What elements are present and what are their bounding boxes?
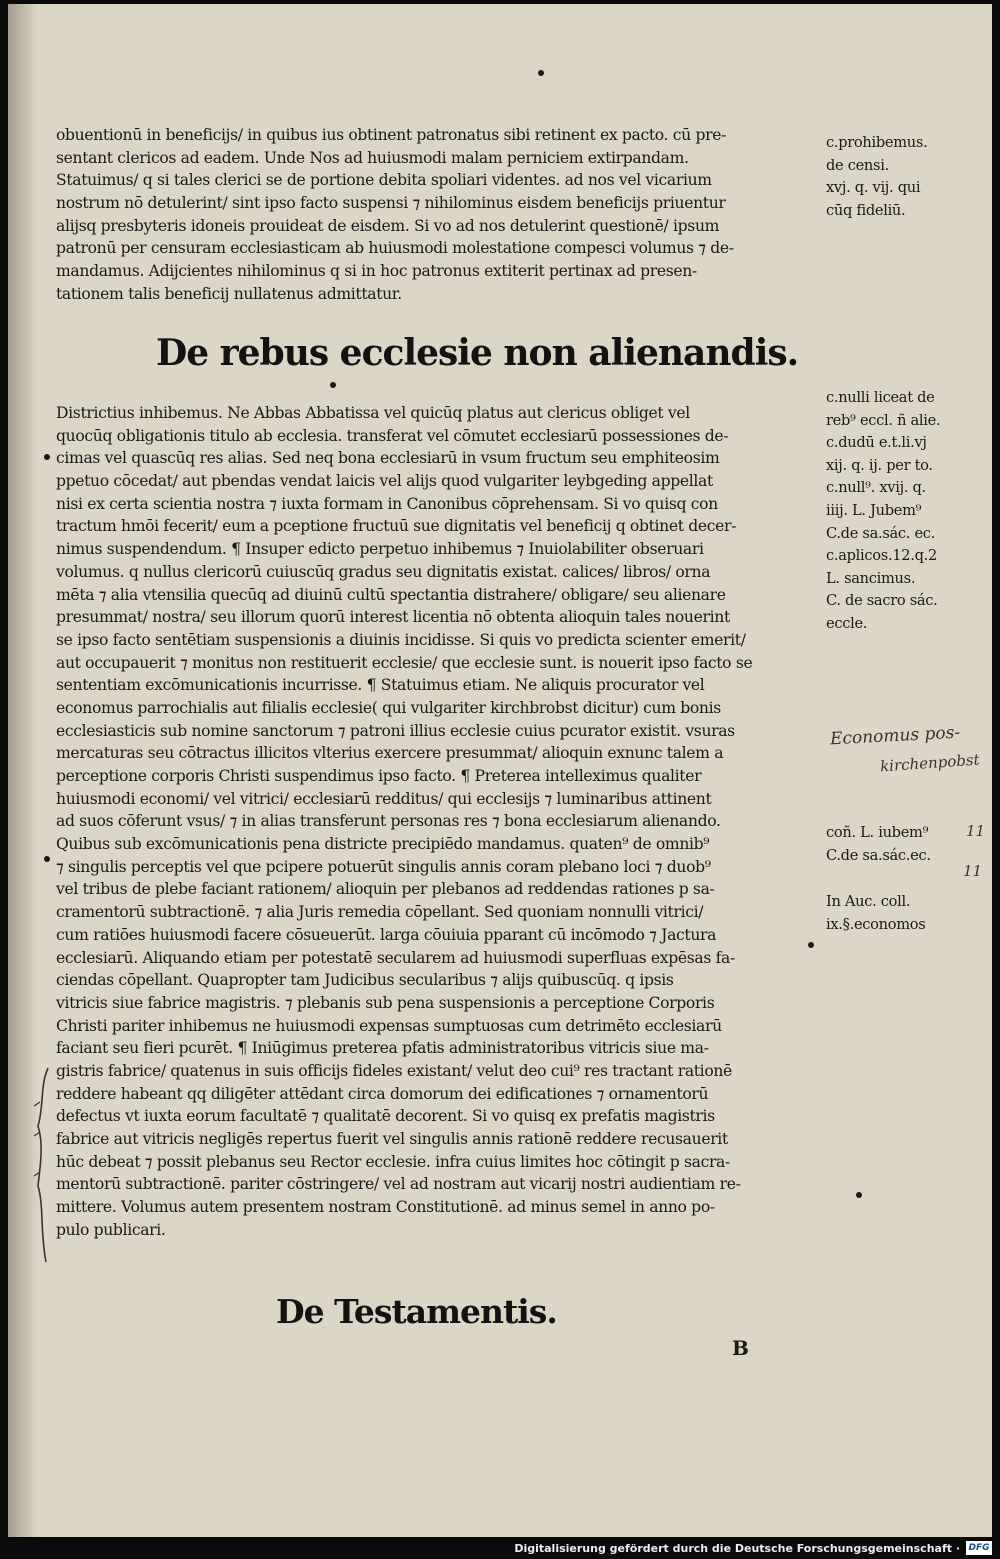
text-line: mēta ⁊ alia vtensilia quecūq ad diuinū cultū spectantia distrahere/ obligare/ seu alienare [56,585,726,604]
margin-line: c.dudū e.t.li.vj [826,434,927,452]
text-line: obuentionū in beneficijs/ in quibus ius obtinent patronatus sibi retinent ex pacto. cū pre- [56,126,726,144]
text-line: mandamus. Adijcientes nihilominus q si in hoc patronus extiterit pertinax ad presen- [56,262,697,281]
text-line: Districtius inhibemus. Ne Abbas Abbatissa vel quicūq platus aut clericus obliget vel [56,404,690,422]
text-line: mercaturas seu cōtractus illicitos vlterius exercere presummat/ alioquin exnunc talem a [56,744,724,763]
text-line: aut occupauerit ⁊ monitus non restituerit ecclesie/ que ecclesie sunt. is nouerit ipso facto se [56,653,753,672]
text-line: sentant clericos ad eadem. Unde Nos ad huiusmodi malam perniciem extirpandam. [56,148,689,167]
text-line: sententiam excōmunicationis incurrisse. ¶ Statuimus etiam. Ne aliquis procurator vel [56,676,705,695]
text-block-alienation [56,402,818,1241]
margin-line: c.aplicos.12.q.2 [826,547,937,565]
margin-line: C.de sa.sác. ec. [826,524,936,542]
text-line: pulo publicari. [56,1220,166,1239]
signature-mark: B [732,1336,749,1360]
text-line: ppetuo cōcedat/ aut pbendas vendat laicis vel alijs quod vulgariter leybgeding appellat [56,472,713,491]
text-line: patronū per censuram ecclesiasticam ab huiusmodi molestatione compesci volumus ⁊ de- [56,239,734,258]
margin-line: de censi. [826,156,889,174]
text-block-patronage [56,124,818,306]
ink-dot [538,70,544,76]
text-line: presummat/ nostra/ seu illorum quorū interest licentia nō obtenta alioquin tales nouerint [56,608,730,627]
handwritten-annotation: 11 [966,822,986,840]
margin-line: c.prohibemus. [826,134,928,151]
text-line: alijsq presbyteris idoneis prouideat de eisdem. Si vo ad nos detulerint questionē/ ipsum [56,216,720,235]
text-line: nisi ex certa scientia nostra ⁊ iuxta formam in Canonibus cōprehensam. Si vo quisq con [56,494,718,513]
text-line: ad suos cōferunt vsus/ ⁊ in alias transferunt personas res ⁊ bona ecclesiarum alienando. [56,812,721,831]
text-line: ciendas cōpellant. Quapropter tam Judicibus secularibus ⁊ alijs quibuscūq. q ipsis [56,971,674,990]
handwritten-bracket [28,1066,58,1266]
section-heading: De Testamentis. [276,1292,557,1331]
ink-dot [44,454,50,460]
margin-line: cūq fideliū. [826,201,906,219]
text-line: vel tribus de plebe faciant rationem/ alioquin per plebanos ad reddendas rationes p sa- [56,880,715,899]
ink-dot [44,856,50,862]
margin-line: L. sancimus. [826,569,916,587]
margin-line: ix.§.economos [826,915,926,933]
margin-note [826,891,984,936]
margin-line: eccle. [826,614,868,632]
text-line: mittere. Volumus autem presentem nostram Constitutionē. ad minus semel in anno po- [56,1198,715,1217]
text-line: cum ratiōes huiusmodi facere cōsueuerūt. larga cōuiuia pparant cū incōmodo ⁊ Jactura [56,925,717,944]
text-line: nostrum nō detulerint/ sint ipso facto suspensi ⁊ nihilominus eisdem beneficijs priuentur [56,194,726,213]
text-line: nimus suspendendum. ¶ Insuper edicto perpetuo inhibemus ⁊ Inuiolabiliter obseruari [56,540,704,559]
text-line: vitricis siue fabrice magistris. ⁊ plebanis sub pena suspensionis a perceptione Corporis [56,993,715,1012]
margin-note [826,822,984,867]
text-line: cimas vel quascūq res alias. Sed neq bona ecclesiarū in vsum fructum seu emphiteosim [56,449,720,468]
text-line: huiusmodi economi/ vel vitrici/ ecclesiarū redditus/ qui ecclesijs ⁊ luminaribus attinent [56,789,712,808]
handwritten-annotation: 11 [963,862,983,880]
text-line: ⁊ singulis perceptis vel que pcipere potuerūt singulis annis coram plebano loci ⁊ duob⁹ [56,857,711,876]
ink-dot [856,1192,862,1198]
text-line: se ipso facto sentētiam suspensionis a diuinis incidisse. Si quis vo predicta scienter emerit/ [56,630,746,649]
margin-line: C. de sacro sác. [826,592,938,610]
margin-line: coñ. L. iubem⁹ [826,824,929,841]
funding-credit: Digitalisierung gefördert durch die Deutsche Forschungsgemeinschaft · [514,1542,960,1555]
text-line: quocūq obligationis titulo ab ecclesia. transferat vel cōmutet ecclesiarū possessiones de- [56,426,729,445]
margin-note [826,132,984,222]
text-line: ecclesiarū. Aliquando etiam per potestatē secularem ad huiusmodi superfluas expēsas fa- [56,948,735,967]
dfg-logo: DFG [966,1541,992,1555]
text-line: ecclesiasticis sub nomine sanctorum ⁊ patroni illius ecclesie cuius pcurator existit. vsuras [56,721,735,740]
text-line: reddere habeant qq diligēter attēdant circa domorum dei edificationes ⁊ ornamentorū [56,1084,709,1103]
margin-line: iiij. L. Jubem⁹ [826,501,922,519]
text-line: hūc debeat ⁊ possit plebanus seu Rector ecclesie. infra cuius limites hoc cōtingit p sacra- [56,1152,730,1171]
text-line: Statuimus/ q si tales clerici se de portione debita spoliari videntes. ad nos vel vicarium [56,171,712,190]
text-line: fabrice aut vitricis negligēs repertus fuerit vel singulis annis rationē reddere recusauerit [56,1130,728,1148]
text-line: Quibus sub excōmunicationis pena districte precipiēdo mandamus. quaten⁹ de omnib⁹ [56,835,710,854]
text-line: volumus. q nullus clericorū cuiuscūq gradus seu dignitatis existat. calices/ libros/ orna [56,562,711,581]
margin-line: xij. q. ij. per to. [826,456,933,474]
text-line: cramentorū subtractionē. ⁊ alia Juris remedia cōpellant. Sed quoniam nonnulli vitrici/ [56,903,704,922]
margin-line: c.null⁹. xvij. q. [826,479,926,497]
handwritten-annotation: Economus pos- [829,722,961,750]
text-line: Christi pariter inhibemus ne huiusmodi expensas sumptuosas cum detrimēto ecclesiarū [56,1016,722,1035]
margin-line: In Auc. coll. [826,893,911,910]
section-heading: De rebus ecclesie non alienandis. [156,332,799,374]
margin-line: xvj. q. vij. qui [826,179,921,197]
handwritten-annotation: kirchenpobst [879,750,981,776]
margin-line: c.nulli liceat de [826,389,935,406]
margin-line: reb⁹ eccl. ñ alie. [826,411,941,429]
text-line: defectus vt iuxta eorum facultatē ⁊ qualitatē decorent. Si vo quisq ex prefatis magistris [56,1107,715,1126]
text-line: perceptione corporis Christi suspendimus ipso facto. ¶ Preterea intelleximus qualiter [56,767,702,785]
margin-line: C.de sa.sác.ec. [826,846,931,864]
ink-dot [330,382,336,388]
text-line: tationem talis beneficij nullatenus admittatur. [56,284,402,303]
text-line: gistris fabrice/ quatenus in suis officijs fideles existant/ velut deo cui⁹ res tractant rationē [56,1061,732,1080]
book-page [8,4,992,1537]
text-line: tractum hmōi fecerit/ eum a pceptione fructuū sue dignitatis vel beneficij q obtinet decer- [56,517,737,536]
page-gutter-shadow [8,4,38,1537]
text-line: economus parrochialis aut filialis ecclesie( qui vulgariter kirchbrobst dicitur) cum bonis [56,698,721,717]
margin-note [826,387,984,636]
text-line: faciant seu fieri pcurēt. ¶ Iniūgimus preterea pfatis administratoribus vitricis siue ma- [56,1039,709,1058]
text-line: mentorū subtractionē. pariter cōstringere/ vel ad nostram aut vicarij nostri audientiam re- [56,1175,741,1194]
